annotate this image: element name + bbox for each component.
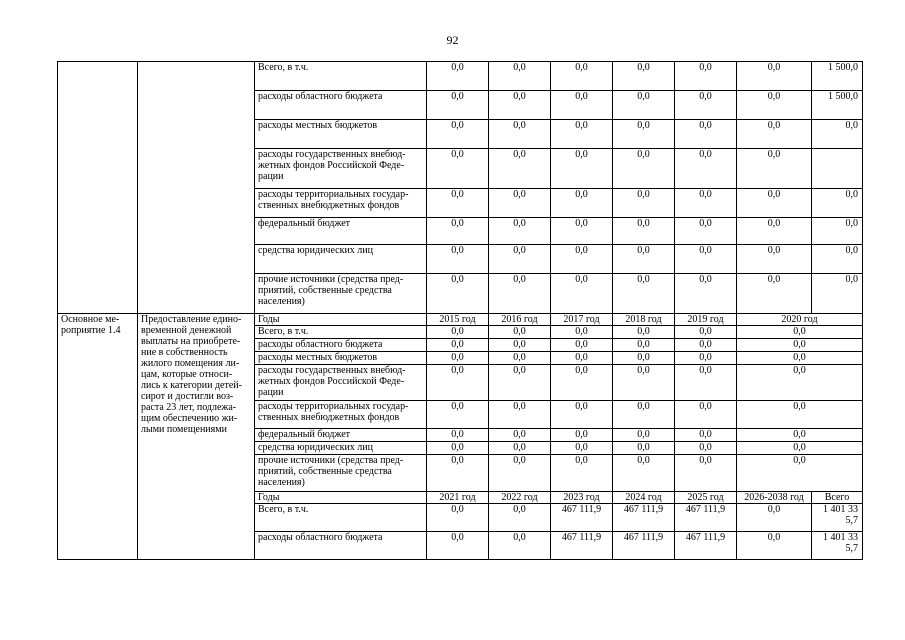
value-cell: 0,0: [427, 455, 489, 492]
year-header: 2026-2038 год: [737, 492, 812, 504]
measure-name: Основное ме- роприятие 1.4: [58, 314, 138, 560]
value-cell: 0,0: [675, 429, 737, 442]
value-cell: 0,0: [737, 62, 812, 91]
page-number: 92: [446, 33, 459, 47]
value-cell: 0,0: [551, 120, 613, 149]
value-cell: 0,0: [613, 274, 675, 314]
measure-description: Предоставление едино- временной денежной выплаты на приобрете- ние в собственность жилого помещения ли- цам, которые относи- лись к категории детей- сирот и достигли воз- раста 23 лет, подлежа- щим обеспечению жи- лыми помещениями: [138, 314, 255, 560]
value-cell: 0,0: [427, 62, 489, 91]
value-cell: 1 401 33 5,7: [812, 504, 863, 532]
year-header: 2015 год: [427, 314, 489, 326]
value-cell: 0,0: [675, 339, 737, 352]
value-cell: 0,0: [551, 274, 613, 314]
value-cell: 0,0: [489, 504, 551, 532]
value-cell: 0,0: [427, 504, 489, 532]
years-header-label: Годы: [255, 314, 427, 326]
value-cell: 0,0: [427, 91, 489, 120]
year-header: 2018 год: [613, 314, 675, 326]
value-cell: 0,0: [613, 189, 675, 218]
value-cell: 0,0: [551, 189, 613, 218]
value-cell: 0,0: [489, 401, 551, 429]
value-cell: 0,0: [737, 91, 812, 120]
row-label: Всего, в т.ч.: [255, 326, 427, 339]
table-row: [58, 62, 863, 91]
value-cell: 0,0: [489, 91, 551, 120]
value-cell: [812, 149, 863, 189]
value-cell: 0,0: [613, 401, 675, 429]
year-header: 2021 год: [427, 492, 489, 504]
value-cell: 0,0: [675, 189, 737, 218]
value-cell: 0,0: [812, 218, 863, 245]
row-label: расходы областного бюджета: [255, 339, 427, 352]
value-cell: 0,0: [489, 274, 551, 314]
row-label: расходы областного бюджета: [255, 532, 427, 560]
row-label: федеральный бюджет: [255, 218, 427, 245]
value-cell: 0,0: [613, 339, 675, 352]
value-cell: 0,0: [675, 352, 737, 365]
value-cell: 0,0: [489, 352, 551, 365]
value-cell: 1 500,0: [812, 91, 863, 120]
value-cell: 0,0: [613, 326, 675, 339]
value-cell: 0,0: [613, 91, 675, 120]
value-cell: 0,0: [551, 365, 613, 401]
value-cell: 0,0: [675, 149, 737, 189]
value-cell: 0,0: [737, 120, 812, 149]
value-cell: 0,0: [613, 455, 675, 492]
value-cell: 0,0: [489, 245, 551, 274]
value-cell: 467 111,9: [675, 504, 737, 532]
value-cell: 467 111,9: [613, 504, 675, 532]
year-header: 2019 год: [675, 314, 737, 326]
value-cell: 0,0: [489, 532, 551, 560]
value-cell: 0,0: [812, 120, 863, 149]
value-cell: 0,0: [812, 274, 863, 314]
value-cell: 0,0: [489, 365, 551, 401]
value-cell: 0,0: [551, 91, 613, 120]
value-cell: 0,0: [675, 326, 737, 339]
value-cell: 0,0: [613, 149, 675, 189]
year-header: 2022 год: [489, 492, 551, 504]
value-cell: 0,0: [613, 218, 675, 245]
row-label: расходы территориальных государ- ственных внебюджетных фондов: [255, 401, 427, 429]
row-label: расходы местных бюджетов: [255, 352, 427, 365]
value-cell: 467 111,9: [613, 532, 675, 560]
value-cell: 0,0: [737, 274, 812, 314]
value-cell: 0,0: [489, 326, 551, 339]
value-cell: 0,0: [737, 326, 863, 339]
value-cell: 0,0: [551, 62, 613, 91]
value-cell: 0,0: [737, 401, 863, 429]
value-cell: 0,0: [737, 339, 863, 352]
value-cell: 0,0: [737, 149, 812, 189]
value-cell: 467 111,9: [551, 532, 613, 560]
value-cell: 0,0: [427, 149, 489, 189]
value-cell: 0,0: [427, 401, 489, 429]
row-label: расходы областного бюджета: [255, 91, 427, 120]
value-cell: 467 111,9: [675, 532, 737, 560]
year-header: 2025 год: [675, 492, 737, 504]
row-label: прочие источники (средства пред- приятий, собственные средства населения): [255, 455, 427, 492]
value-cell: 0,0: [427, 245, 489, 274]
value-cell: 0,0: [613, 352, 675, 365]
value-cell: 0,0: [427, 326, 489, 339]
years-header-label: Годы: [255, 492, 427, 504]
value-cell: 0,0: [489, 429, 551, 442]
value-cell: 0,0: [427, 120, 489, 149]
value-cell: 0,0: [427, 339, 489, 352]
value-cell: 467 111,9: [551, 504, 613, 532]
value-cell: 0,0: [551, 149, 613, 189]
value-cell: 0,0: [613, 62, 675, 91]
value-cell: 0,0: [551, 442, 613, 455]
value-cell: 0,0: [737, 218, 812, 245]
year-header: Всего: [812, 492, 863, 504]
budget-table: [57, 61, 863, 560]
row-label: федеральный бюджет: [255, 429, 427, 442]
value-cell: 0,0: [675, 245, 737, 274]
value-cell: 1 401 33 5,7: [812, 532, 863, 560]
value-cell: 0,0: [551, 326, 613, 339]
value-cell: 0,0: [737, 504, 812, 532]
value-cell: 0,0: [489, 62, 551, 91]
row-label: расходы территориальных государ- ственных внебюджетных фондов: [255, 189, 427, 218]
value-cell: 0,0: [489, 149, 551, 189]
value-cell: 0,0: [737, 532, 812, 560]
value-cell: 0,0: [427, 189, 489, 218]
value-cell: 1 500,0: [812, 62, 863, 91]
value-cell: 0,0: [427, 352, 489, 365]
value-cell: 0,0: [737, 352, 863, 365]
value-cell: 0,0: [489, 218, 551, 245]
year-header: 2016 год: [489, 314, 551, 326]
value-cell: 0,0: [812, 189, 863, 218]
value-cell: 0,0: [427, 218, 489, 245]
row-label: средства юридических лиц: [255, 245, 427, 274]
value-cell: 0,0: [675, 62, 737, 91]
value-cell: 0,0: [489, 455, 551, 492]
value-cell: 0,0: [489, 442, 551, 455]
value-cell: 0,0: [489, 189, 551, 218]
row-label: средства юридических лиц: [255, 442, 427, 455]
row-label: прочие источники (средства пред- приятий, собственные средства населения): [255, 274, 427, 314]
value-cell: 0,0: [812, 245, 863, 274]
year-header: 2020 год: [737, 314, 863, 326]
value-cell: 0,0: [427, 274, 489, 314]
value-cell: 0,0: [427, 442, 489, 455]
value-cell: 0,0: [613, 120, 675, 149]
value-cell: 0,0: [675, 218, 737, 245]
value-cell: 0,0: [675, 455, 737, 492]
value-cell: 0,0: [613, 365, 675, 401]
value-cell: 0,0: [551, 218, 613, 245]
year-header: 2024 год: [613, 492, 675, 504]
value-cell: 0,0: [489, 120, 551, 149]
value-cell: 0,0: [675, 365, 737, 401]
value-cell: 0,0: [551, 245, 613, 274]
row-label: расходы местных бюджетов: [255, 120, 427, 149]
year-header: 2017 год: [551, 314, 613, 326]
value-cell: 0,0: [551, 429, 613, 442]
value-cell: 0,0: [613, 429, 675, 442]
value-cell: 0,0: [675, 442, 737, 455]
year-header: 2023 год: [551, 492, 613, 504]
value-cell: 0,0: [675, 274, 737, 314]
table-row: [58, 314, 863, 326]
value-cell: 0,0: [551, 339, 613, 352]
empty-cell: [138, 62, 255, 314]
value-cell: 0,0: [737, 365, 863, 401]
value-cell: 0,0: [427, 532, 489, 560]
value-cell: 0,0: [737, 455, 863, 492]
value-cell: 0,0: [427, 365, 489, 401]
row-label: Всего, в т.ч.: [255, 504, 427, 532]
value-cell: 0,0: [551, 352, 613, 365]
empty-cell: [58, 62, 138, 314]
value-cell: 0,0: [737, 189, 812, 218]
value-cell: 0,0: [675, 401, 737, 429]
value-cell: 0,0: [737, 442, 863, 455]
value-cell: 0,0: [613, 442, 675, 455]
row-label: Всего, в т.ч.: [255, 62, 427, 91]
value-cell: 0,0: [551, 401, 613, 429]
value-cell: 0,0: [613, 245, 675, 274]
value-cell: 0,0: [737, 245, 812, 274]
row-label: расходы государственных внебюд- жетных фондов Российской Феде- рации: [255, 149, 427, 189]
budget-table-body: [58, 62, 863, 560]
value-cell: 0,0: [427, 429, 489, 442]
value-cell: 0,0: [489, 339, 551, 352]
value-cell: 0,0: [551, 455, 613, 492]
value-cell: 0,0: [675, 120, 737, 149]
row-label: расходы государственных внебюд- жетных фондов Российской Феде- рации: [255, 365, 427, 401]
value-cell: 0,0: [737, 429, 863, 442]
value-cell: 0,0: [675, 91, 737, 120]
